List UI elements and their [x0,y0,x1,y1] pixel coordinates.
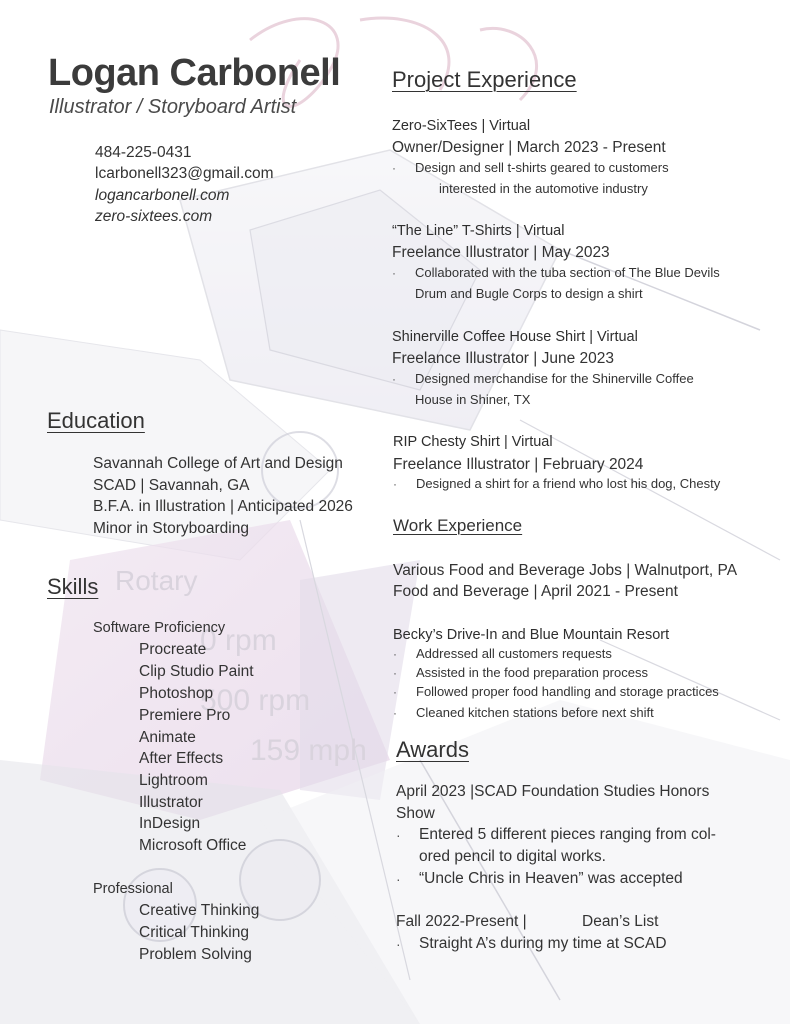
spec-text-speed: 159 mph [250,734,367,767]
award-bullet: Entered 5 different pieces ranging from col- [419,826,716,843]
award-bullet: Straight A’s during my time at SCAD [419,935,667,952]
project-role: Freelance Illustrator | June 2023 [392,350,615,367]
award-title: Dean’s List [582,913,659,930]
phone-number: 484-225-0431 [95,144,192,161]
award-date: Fall 2022-Present | [396,913,527,930]
bullet-marker: · [396,871,401,887]
project-bullet-cont: House in Shiner, TX [415,392,531,407]
shop-link[interactable]: zero-sixtees.com [95,208,213,225]
bullet-marker: · [392,372,396,386]
bullet-marker: · [396,936,401,952]
education-line: SCAD | Savannah, GA [93,477,250,494]
work-heading: Work Experience [393,516,523,535]
projects-heading: Project Experience [392,67,577,92]
skill-item: Problem Solving [139,946,252,963]
bullet-marker: · [393,477,397,491]
skill-item: After Effects [139,750,224,767]
bullet-marker: · [393,647,397,661]
job-bullet: Followed proper food handling and storage practices [416,684,719,699]
bullet-marker: · [396,827,401,843]
skill-item: InDesign [139,815,201,832]
bullet-marker: · [392,266,396,280]
candidate-title: Illustrator / Storyboard Artist [49,96,297,118]
award-bullet-cont: ored pencil to digital works. [419,848,606,865]
job-role: Food and Beverage | April 2021 - Present [393,583,678,600]
award-title: April 2023 |SCAD Foundation Studies Honors [396,783,710,800]
skill-item: Lightroom [139,772,208,789]
email-link[interactable]: lcarbonell323@gmail.com [95,165,274,182]
project-title: Zero-SixTees | Virtual [392,118,531,134]
skill-item: Clip Studio Paint [139,663,254,680]
project-bullet: Designed merchandise for the Shinerville Coffee [415,371,694,386]
spec-text-rotary: Rotary [115,565,198,596]
project-bullet-cont: Drum and Bugle Corps to design a shirt [415,286,643,301]
skill-item: Creative Thinking [139,902,260,919]
candidate-name: Logan Carbonell [48,52,341,94]
spec-text-rpm-1: 0 rpm [200,624,277,657]
education-heading: Education [47,408,145,433]
project-title: Shinerville Coffee House Shirt | Virtual [392,329,638,345]
education-line: Savannah College of Art and Design [93,455,343,472]
job-title: Becky’s Drive-In and Blue Mountain Resort [393,627,670,643]
education-line: Minor in Storyboarding [93,520,249,537]
project-bullet: Designed a shirt for a friend who lost his dog, Chesty [416,476,721,491]
spec-text-rpm-2: 500 rpm [200,684,311,717]
job-bullet: Assisted in the food preparation process [416,665,648,680]
award-bullet: “Uncle Chris in Heaven” was accepted [419,870,683,887]
project-title: RIP Chesty Shirt | Virtual [393,434,553,450]
education-line: B.F.A. in Illustration | Anticipated 2026 [93,498,353,515]
project-bullet: Collaborated with the tuba section of The Blue Devils [415,265,720,280]
software-label: Software Proficiency [93,620,226,636]
job-bullet: Addressed all customers requests [416,646,612,661]
website-link[interactable]: logancarbonell.com [95,187,230,204]
skill-item: Critical Thinking [139,924,249,941]
skill-item: Microsoft Office [139,837,247,854]
project-role: Freelance Illustrator | May 2023 [392,244,610,261]
skill-item: Photoshop [139,685,214,702]
project-role: Freelance Illustrator | February 2024 [393,456,644,473]
professional-label: Professional [93,881,173,897]
skill-item: Animate [139,729,196,746]
skill-item: Illustrator [139,794,203,811]
award-title-cont: Show [396,805,435,822]
skill-item: Procreate [139,641,207,658]
bullet-marker: · [393,685,397,699]
skill-item: Premiere Pro [139,707,231,724]
awards-heading: Awards [396,737,469,762]
project-title: “The Line” T-Shirts | Virtual [392,223,565,239]
bullet-marker: · [392,161,396,175]
bullet-marker: · [393,706,397,720]
job-bullet: Cleaned kitchen stations before next shift [416,705,654,720]
project-bullet: Design and sell t-shirts geared to customers [415,160,669,175]
project-role: Owner/Designer | March 2023 - Present [392,139,666,156]
skills-heading: Skills [47,574,99,599]
bullet-marker: · [393,666,397,680]
project-bullet-cont: interested in the automotive industry [439,181,648,196]
job-title: Various Food and Beverage Jobs | Walnutport, PA [393,562,738,579]
